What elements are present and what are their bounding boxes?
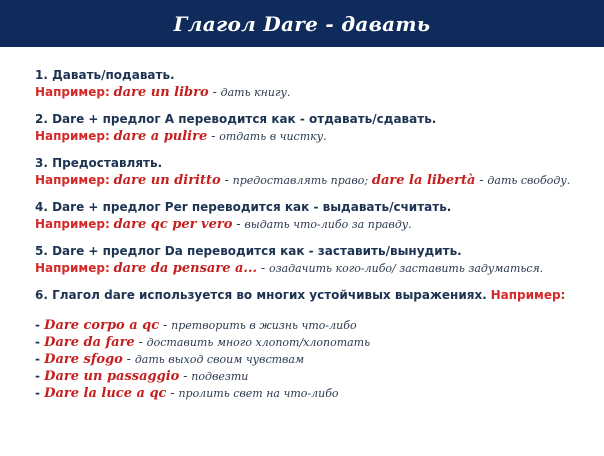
example-label: Например: (35, 261, 110, 275)
meaning-heading: 2. Dare + предлог A переводится как - отдавать/сдавать. (35, 112, 437, 126)
separator: - (220, 173, 233, 187)
meaning-heading: 4. Dare + предлог Per переводится как - выдавать/считать. (35, 200, 452, 214)
example-label: Например: (35, 173, 110, 187)
example-label: Например: (35, 85, 110, 99)
separator: - (257, 261, 269, 275)
example-translation-2: дать свободу. (487, 174, 571, 187)
separator: - (122, 352, 135, 366)
list-item (35, 334, 595, 351)
expression-phrase: Dare sfogo (44, 352, 123, 367)
example-phrase: dare da pensare a... (113, 261, 257, 276)
meaning-item-2 (35, 111, 595, 145)
expression-phrase: Dare da fare (44, 335, 135, 350)
meaning-heading: 5. Dare + предлог Da переводится как - заставить/вынудить. (35, 244, 462, 258)
heading-text: 6. Глагол dare используется во многих устойчивых выражениях. (35, 288, 487, 302)
separator: - (159, 318, 172, 332)
bullet-dash: - (35, 318, 45, 332)
expression-phrase: Dare la luce a qc (44, 386, 167, 401)
meaning-heading (35, 287, 595, 304)
separator: - (232, 217, 245, 231)
example-line (35, 172, 595, 189)
bullet-dash: - (35, 352, 45, 366)
example-phrase: dare a pulire (113, 129, 208, 144)
example-translation: выдать что-либо за правду. (244, 218, 412, 231)
separator: - (475, 173, 488, 187)
lesson-content (35, 67, 595, 412)
example-phrase: dare qc per vero (113, 217, 233, 232)
separator: - (207, 129, 220, 143)
expression-meaning: доставить много хлопот/хлопотать (146, 336, 371, 349)
separator: - (208, 85, 221, 99)
list-item (35, 368, 595, 385)
expression-meaning: пролить свет на что-либо (178, 387, 339, 400)
expression-list (35, 317, 595, 402)
expression-phrase: Dare corpo a qc (44, 318, 160, 333)
title-banner (0, 0, 604, 47)
example-label: Например: (35, 217, 110, 231)
expression-meaning: подвезти (191, 370, 249, 383)
separator: - (179, 369, 192, 383)
example-label: Например: (490, 288, 566, 302)
bullet-dash: - (35, 369, 45, 383)
example-label: Например: (35, 129, 110, 143)
bullet-dash: - (35, 335, 45, 349)
list-item (35, 351, 595, 368)
expression-phrase: Dare un passaggio (44, 369, 180, 384)
expression-meaning: претворить в жизнь что-либо (171, 319, 357, 332)
expression-meaning: дать выход своим чувствам (134, 353, 305, 366)
example-translation: отдать в чистку. (219, 130, 327, 143)
example-phrase-2: dare la libertà (371, 173, 476, 188)
example-phrase: dare un libro (113, 85, 209, 100)
example-translation: озадачить кого-либо/ заставить задуматься. (268, 262, 544, 275)
meaning-item-6 (35, 287, 595, 402)
example-line (35, 216, 595, 233)
example-translation: предоставлять право; (232, 174, 369, 187)
separator: - (134, 335, 147, 349)
meaning-item-5 (35, 243, 595, 277)
example-phrase: dare un diritto (113, 173, 221, 188)
example-line (35, 84, 595, 101)
bullet-dash: - (35, 386, 45, 400)
example-line (35, 128, 595, 145)
meaning-item-4 (35, 199, 595, 233)
list-item (35, 385, 595, 402)
page-title: Глагол Dare - давать (173, 11, 431, 36)
meaning-heading: 3. Предоставлять. (35, 156, 163, 170)
meaning-item-3 (35, 155, 595, 189)
list-item (35, 317, 595, 334)
separator: - (166, 386, 179, 400)
example-translation: дать книгу. (220, 86, 291, 99)
meaning-heading: 1. Давать/подавать. (35, 68, 175, 82)
meaning-item-1 (35, 67, 595, 101)
example-line (35, 260, 595, 277)
